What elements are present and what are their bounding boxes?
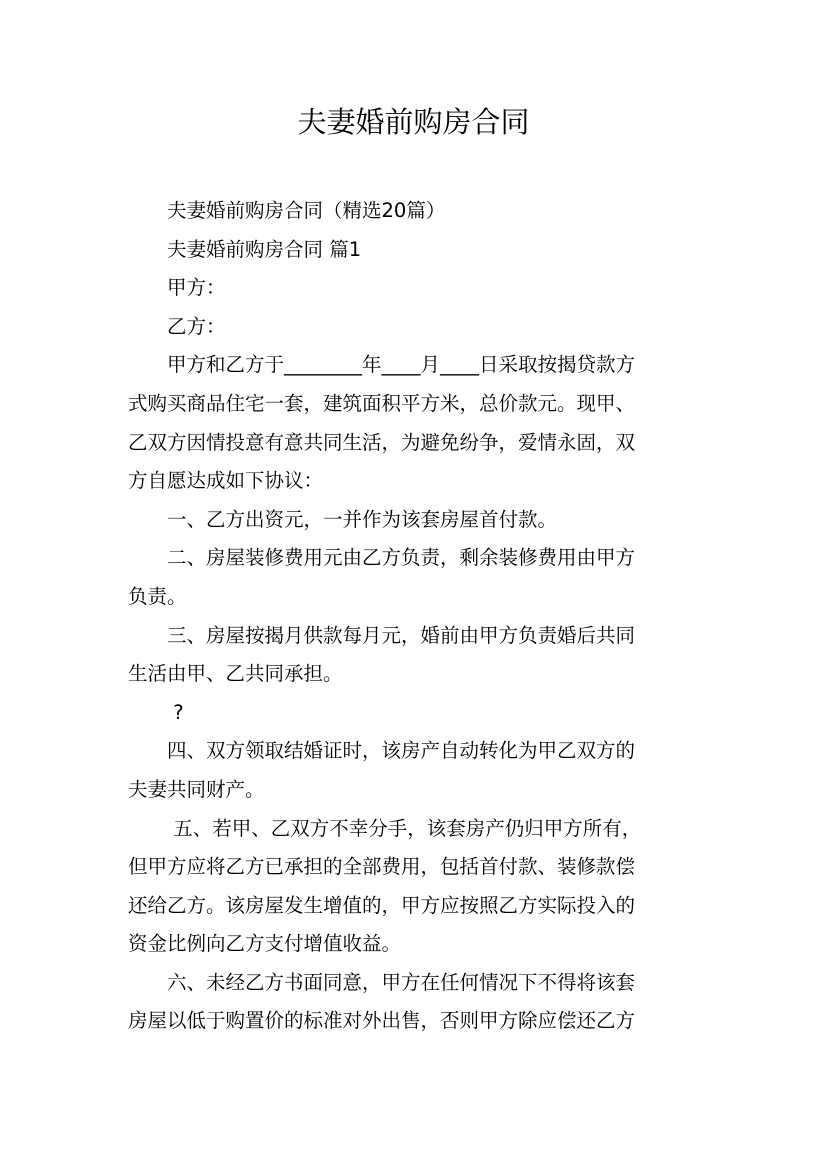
text-line: 六、未经乙方书面同意，甲方在任何情况下不得将该套	[128, 970, 636, 994]
text-line: 生活由甲、乙共同承担。	[128, 662, 343, 686]
text-line: 乙方：	[128, 314, 226, 338]
text-line: 三、房屋按揭月供款每月元，婚前由甲方负责婚后共同	[128, 623, 636, 647]
text-line: 夫妻婚前购房合同 篇1	[128, 237, 362, 261]
text-line: 式购买商品住宅一套，建筑面积平方米，总价款元。现甲、	[128, 391, 636, 415]
text-line: 四、双方领取结婚证时，该房产自动转化为甲乙双方的	[128, 739, 636, 763]
text-line: 还给乙方。该房屋发生增值的，甲方应按照乙方实际投入的	[128, 893, 636, 917]
text-line: 夫妻共同财产。	[128, 777, 265, 801]
text-line: 方自愿达成如下协议：	[128, 469, 324, 493]
text-line: 乙双方因情投意有意共同生活，为避免纷争，爱情永固，双	[128, 430, 636, 454]
text-line: 但甲方应将乙方已承担的全部费用，包括首付款、装修款偿	[128, 855, 636, 879]
document-body	[128, 192, 702, 1041]
text-line: 二、房屋装修费用元由乙方负责，剩余装修费用由甲方	[128, 546, 636, 570]
text-line: 资金比例向乙方支付增值收益。	[128, 932, 402, 956]
document-title: 夫妻婚前购房合同	[297, 105, 530, 139]
text-line: 甲方和乙方于________年____月____日采取按揭贷款方	[128, 353, 636, 377]
text-line: 夫妻婚前购房合同（精选20篇）	[128, 199, 446, 222]
text-line: 甲方：	[128, 276, 226, 300]
text-line: 一、乙方出资元，一并作为该套房屋首付款。	[128, 507, 558, 531]
text-line: 房屋以低于购置价的标准对外出售，否则甲方除应偿还乙方	[128, 1009, 636, 1033]
text-line: 五、若甲、乙双方不幸分手，该套房产仍归甲方所有，	[128, 816, 642, 840]
text-line: 负责。	[128, 584, 187, 608]
text-line: ?	[128, 700, 184, 724]
